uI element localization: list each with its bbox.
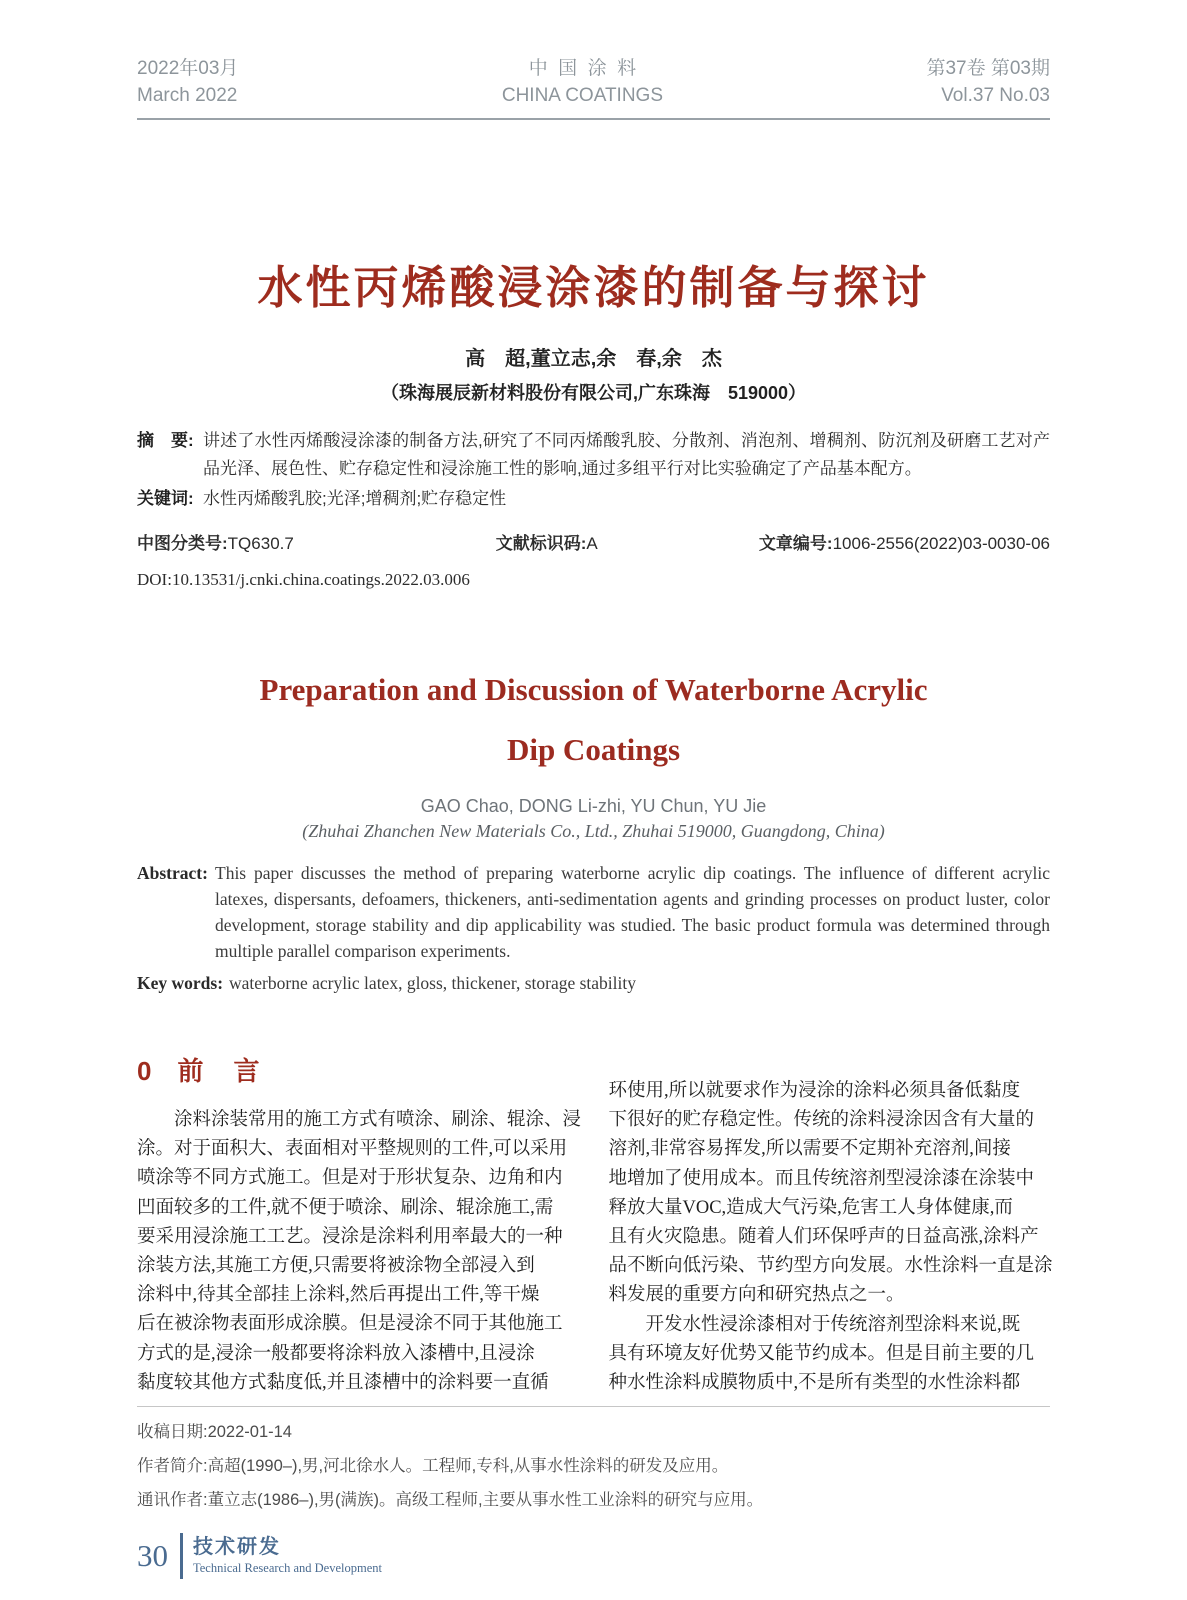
- keywords-zh-label: 关键词:: [137, 489, 194, 508]
- header-issue-en: Vol.37 No.03: [941, 85, 1050, 106]
- text-line: 后在被涂物表面形成涂膜。但是浸涂不同于其他施工: [137, 1314, 563, 1335]
- section-title: 前 言: [177, 1056, 262, 1086]
- page-footer: [137, 1533, 1050, 1579]
- document-code-value: A: [586, 534, 598, 553]
- intro-columns: [137, 1054, 1053, 1398]
- text-line: 凹面较多的工件,就不便于喷涂、刷涂、辊涂施工,需: [137, 1197, 554, 1218]
- header-journal-name: [502, 55, 663, 109]
- chinese-meta-block: [137, 427, 1050, 590]
- section-heading: [137, 1054, 579, 1088]
- abstract-zh-label: 摘 要:: [137, 431, 194, 450]
- header-date-zh: 2022年03月: [137, 58, 239, 79]
- authors-line-en: GAO Chao, DONG Li-zhi, YU Chun, YU Jie: [420, 796, 767, 816]
- text-line: 料发展的重要方向和研究热点之一。: [608, 1285, 905, 1306]
- classification-row: [137, 529, 1050, 554]
- article-title-en-line1: Preparation and Discussion of Waterborne Acrylic: [259, 672, 928, 707]
- article-id: [759, 529, 1050, 554]
- affiliation-line-zh: （珠海展辰新材料股份有限公司,广东珠海 519000）: [380, 383, 807, 403]
- footer-section-zh: 技术研发: [193, 1536, 281, 1559]
- text-line: 地增加了使用成本。而且传统溶剂型浸涂漆在涂装中: [608, 1168, 1035, 1189]
- footnote-corresponding-author: 通讯作者:董立志(1986–),男(满族)。高级工程师,主要从事水性工业涂料的研究与应用。: [137, 1491, 764, 1510]
- article-title-zh: 水性丙烯酸浸涂漆的制备与探讨: [257, 262, 930, 313]
- header-issue: [926, 55, 1050, 109]
- english-meta-block: [137, 860, 1050, 996]
- article-title-en-line2: Dip Coatings: [506, 732, 681, 767]
- text-line: 开发水性浸涂漆相对于传统溶剂型涂料来说,既: [608, 1314, 1021, 1335]
- footnote-author-bio: 作者简介:高超(1990–),男,河北徐水人。工程师,专科,从事水性涂料的研发及应用。: [137, 1457, 729, 1476]
- text-line: 种水性涂料成膜物质中,不是所有类型的水性涂料都: [608, 1373, 1021, 1394]
- article-id-label: 文章编号:: [758, 534, 833, 553]
- journal-name-en: CHINA COATINGS: [501, 85, 664, 106]
- text-line: 黏度较其他方式黏度低,并且漆槽中的涂料要一直循: [137, 1372, 549, 1393]
- intro-right-column: [609, 1054, 1051, 1398]
- document-code: [496, 529, 759, 554]
- journal-header: [137, 55, 1050, 120]
- intro-left-column: [137, 1054, 582, 1398]
- journal-name-zh: 中国涂料: [528, 58, 647, 79]
- text-line: 方式的是,浸涂一般都要将涂料放入漆槽中,且浸涂: [137, 1343, 535, 1364]
- abstract-en-row: [137, 860, 1050, 964]
- text-line: 涂料涂装常用的施工方式有喷涂、刷涂、辊涂、浸: [137, 1110, 582, 1130]
- clc-value: TQ630.7: [227, 534, 294, 553]
- text-line: 释放大量VOC,造成大气污染,危害工人身体健康,而: [608, 1197, 1013, 1218]
- text-line: 具有环境友好优势又能节约成本。但是目前主要的几: [608, 1343, 1035, 1364]
- text-line: 下很好的贮存稳定性。传统的涂料浸涂因含有大量的: [608, 1110, 1035, 1131]
- abstract-zh-row: [137, 427, 1050, 483]
- keywords-zh-text: 水性丙烯酸乳胶;光泽;增稠剂;贮存稳定性: [203, 489, 507, 508]
- page-number: 30: [137, 1538, 168, 1574]
- footer-section-en: Technical Research and Development: [193, 1561, 382, 1576]
- affiliation-line-en: (Zhuhai Zhanchen New Materials Co., Ltd., Zhuhai 519000, Guangdong, China): [302, 821, 885, 841]
- text-line: 溶剂,非常容易挥发,所以需要不定期补充溶剂,间接: [608, 1139, 1011, 1160]
- intro-right-lines: [609, 1077, 1051, 1398]
- footer-bar: [180, 1533, 183, 1579]
- abstract-zh-text: 讲述了水性丙烯酸浸涂漆的制备方法,研究了不同丙烯酸乳胶、分散剂、消泡剂、增稠剂、防沉剂及研磨工艺对产品光泽、展色性、贮存稳定性和浸涂施工性的影响,通过多组平行对比实验确定了产品基本配方。: [203, 431, 1050, 478]
- keywords-en-text: waterborne acrylic latex, gloss, thickener, storage stability: [229, 973, 637, 993]
- footnotes-block: [137, 1407, 1050, 1517]
- abstract-en-label: Abstract:: [137, 863, 208, 883]
- footer-column-title: [193, 1535, 382, 1577]
- intro-left-lines: [137, 1106, 582, 1398]
- text-line: 要采用浸涂施工工艺。浸涂是涂料利用率最大的一种: [137, 1226, 563, 1247]
- header-date: [137, 55, 238, 109]
- authors-line-zh: 高 超,董立志,余 春,余 杰: [465, 348, 722, 370]
- text-line: 环使用,所以就要求作为浸涂的涂料必须具备低黏度: [608, 1081, 1021, 1101]
- text-line: 品不断向低污染、节约型方向发展。水性涂料一直是涂: [608, 1256, 1053, 1277]
- footnote-received-date: 收稿日期:2022-01-14: [137, 1423, 292, 1442]
- keywords-en-row: [137, 970, 1050, 996]
- text-line: 且有火灾隐患。随着人们环保呼声的日益高涨,涂料产: [608, 1227, 1039, 1248]
- clc-number: [137, 529, 496, 554]
- header-date-en: March 2022: [137, 85, 238, 106]
- text-line: 涂料中,待其全部挂上涂料,然后再提出工件,等干燥: [137, 1285, 540, 1306]
- header-issue-zh: 第37卷 第03期: [926, 58, 1050, 79]
- text-line: 涂。对于面积大、表面相对平整规则的工件,可以采用: [137, 1139, 568, 1160]
- text-line: 涂装方法,其施工方便,只需要将被涂物全部浸入到: [137, 1256, 535, 1277]
- article-id-value: 1006-2556(2022)03-0030-06: [832, 534, 1050, 553]
- article-title-en: [137, 660, 1050, 780]
- section-number: 0: [137, 1056, 152, 1086]
- keywords-en-label: Key words:: [137, 973, 224, 993]
- keywords-zh-row: [137, 485, 1050, 513]
- doi: DOI:10.13531/j.cnki.china.coatings.2022.03.006: [137, 570, 470, 589]
- english-block: [137, 660, 1050, 996]
- document-code-label: 文献标识码:: [495, 534, 587, 553]
- text-line: 喷涂等不同方式施工。但是对于形状复杂、边角和内: [137, 1168, 563, 1189]
- clc-label: 中图分类号:: [137, 534, 228, 553]
- abstract-en-text: This paper discusses the method of preparing waterborne acrylic dip coatings. The influence of different acrylic latexes, dispersants, defoamers, thickeners, anti-sedimentation agents and grinding processes on product luster, color development, storage stability and dip applicability was studied. The basic product formula was determined through multiple parallel comparison experiments.: [215, 863, 1050, 961]
